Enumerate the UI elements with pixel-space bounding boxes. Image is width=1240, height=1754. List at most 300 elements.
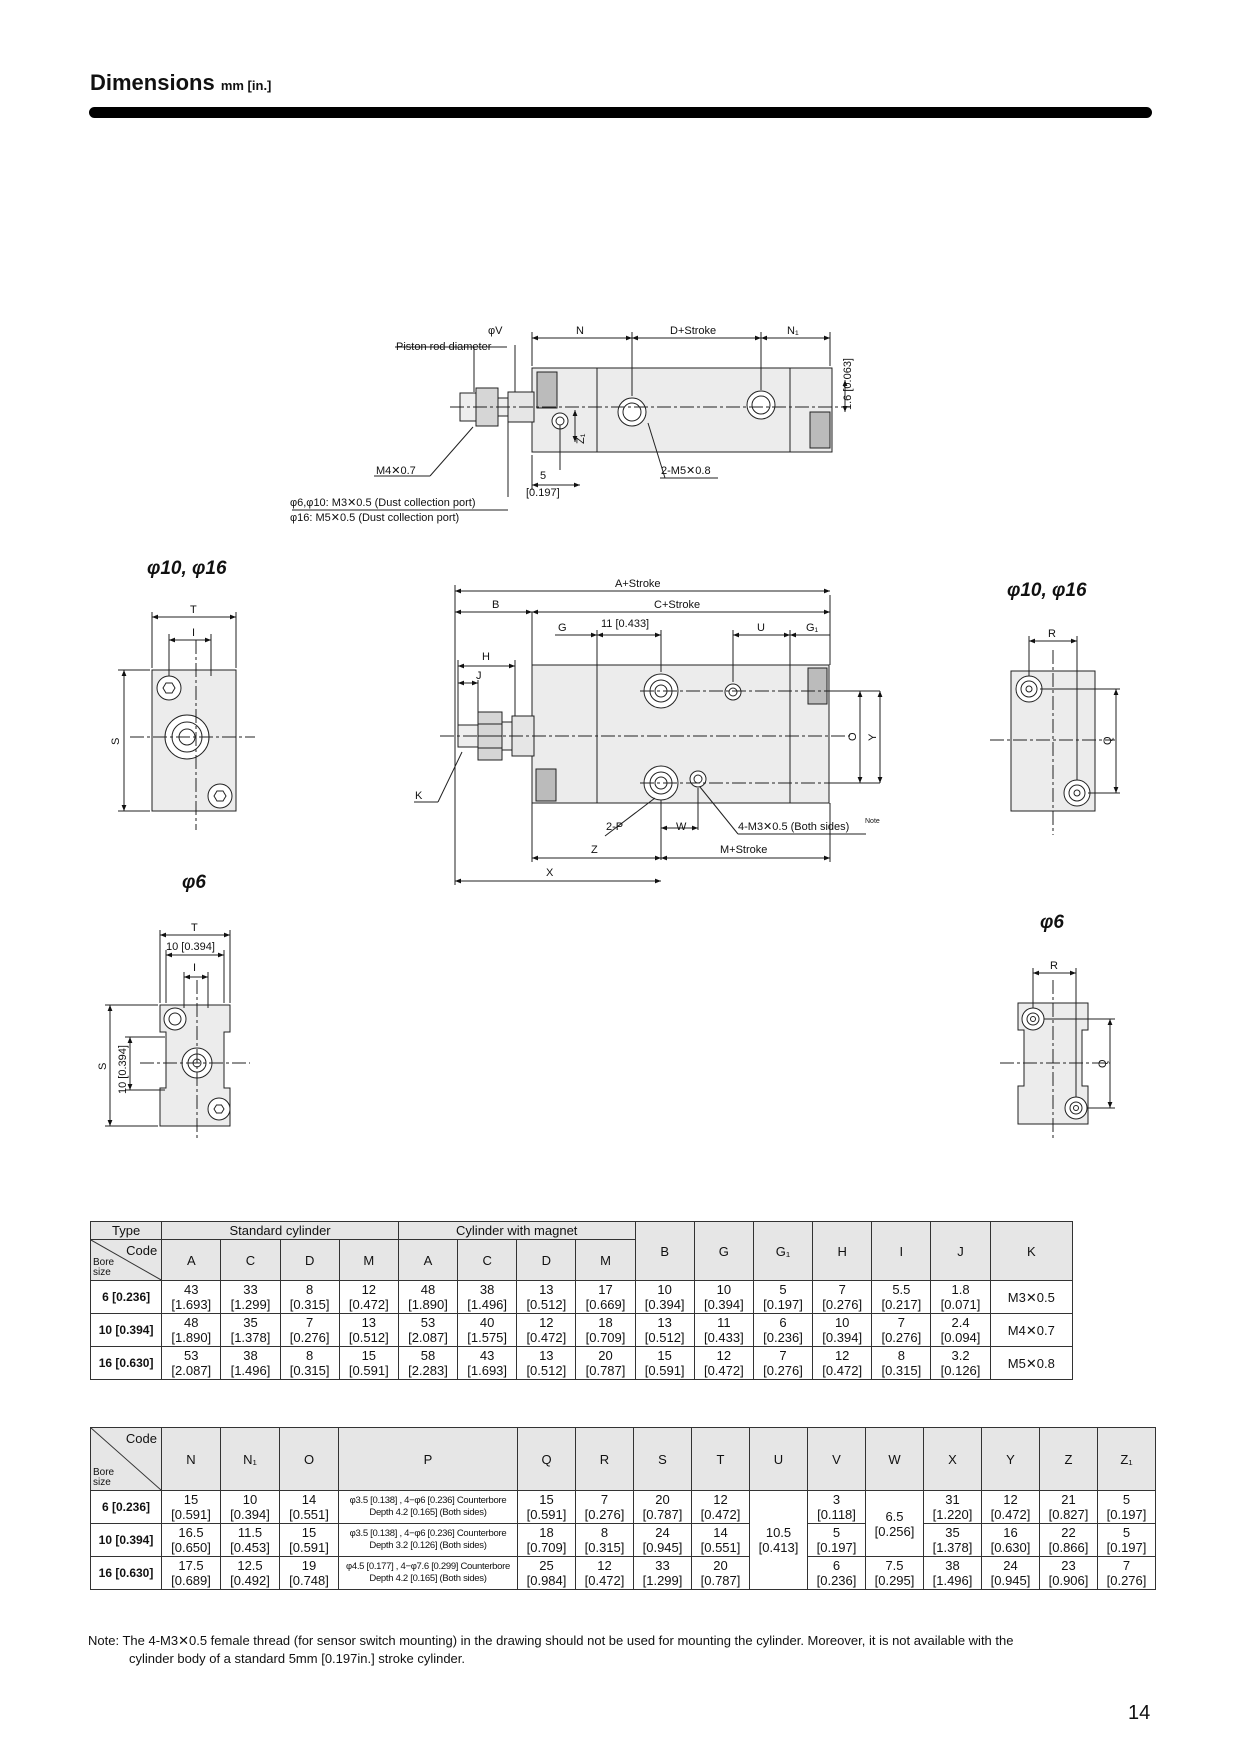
- view-title-right-6: φ6: [1040, 912, 1064, 933]
- cell-std-c-mm: 35: [243, 1315, 258, 1330]
- view-title-left-10-16: φ10, φ16: [147, 558, 227, 579]
- cell-r-in: [0.276]: [584, 1507, 625, 1522]
- cell-std-a: [162, 1281, 221, 1314]
- cell-n1: [221, 1524, 280, 1557]
- cell-g-mm: 11: [717, 1315, 731, 1330]
- cell-t: [692, 1524, 750, 1557]
- cell-mag-a: [398, 1347, 457, 1380]
- cell-h-in: [0.276]: [822, 1297, 863, 1312]
- header-std-a: A: [162, 1240, 221, 1281]
- label-5: 5: [540, 470, 547, 482]
- cell-mag-d: [517, 1281, 576, 1314]
- cell-n-in: [0.591]: [171, 1507, 211, 1522]
- header-u: U: [750, 1428, 808, 1491]
- cell-mag-a-in: [1.890]: [408, 1297, 448, 1312]
- cell-s-in: [1.299]: [642, 1573, 683, 1588]
- header-mag-m: M: [576, 1240, 635, 1281]
- footnote-line-1: Note: The 4-M3✕0.5 female thread (for sensor switch mounting) in the drawing should not be used for mounting the cylinder. Moreover, it is not available with the: [88, 1633, 1014, 1648]
- cell-mag-d-in: [0.472]: [526, 1330, 567, 1345]
- cell-n1-in: [0.394]: [230, 1507, 270, 1522]
- label-a-stroke: A+Stroke: [615, 578, 661, 590]
- cell-y: [982, 1557, 1040, 1590]
- cell-w-in: [0.295]: [874, 1573, 915, 1588]
- cell-k: M3✕0.5: [990, 1281, 1072, 1314]
- cell-x: [924, 1557, 982, 1590]
- cell-g1: [753, 1281, 812, 1314]
- cell-std-c: [221, 1314, 280, 1347]
- bore-size: 16 [0.630]: [91, 1347, 162, 1380]
- cell-z: [1040, 1557, 1098, 1590]
- cell-g1-in: [0.276]: [763, 1363, 803, 1378]
- cell-j-mm: 1.8: [951, 1282, 970, 1297]
- cell-g: [694, 1281, 753, 1314]
- cell-r-in: [0.472]: [584, 1573, 625, 1588]
- cell-mag-m: [576, 1347, 635, 1380]
- label-z: Z: [591, 844, 598, 856]
- cell-mag-c-in: [1.496]: [467, 1297, 508, 1312]
- cell-o: [280, 1557, 339, 1590]
- cell-r-mm: 7: [600, 1492, 609, 1507]
- cell-s: [634, 1524, 692, 1557]
- cell-mag-c-in: [1.575]: [467, 1330, 508, 1345]
- cell-mag-d: [517, 1347, 576, 1380]
- cell-i: [872, 1347, 931, 1380]
- cell-p-line-2: Depth 4.2 [0.165] (Both sides): [369, 1507, 487, 1518]
- cell-x-mm: 35: [945, 1525, 960, 1540]
- cell-std-m-in: [0.472]: [348, 1297, 389, 1312]
- cell-std-m-in: [0.591]: [348, 1363, 389, 1378]
- cell-std-a-mm: 53: [184, 1348, 199, 1363]
- header-n1: N₁: [221, 1428, 280, 1491]
- cell-i: [872, 1281, 931, 1314]
- size-label: size: [93, 1267, 111, 1278]
- label-2p: 2-P: [606, 821, 624, 833]
- cell-b-mm: 10: [657, 1282, 672, 1297]
- cell-s-in: [0.945]: [642, 1540, 683, 1555]
- cell-v-in: [0.197]: [816, 1540, 857, 1555]
- cell-i-mm: 8: [897, 1348, 905, 1363]
- header-y: Y: [982, 1428, 1040, 1491]
- cell-v: [808, 1524, 866, 1557]
- cell-std-d-in: [0.315]: [289, 1363, 330, 1378]
- cell-mag-a-in: [2.087]: [408, 1330, 448, 1345]
- cell-g: [694, 1347, 753, 1380]
- cell-w-mm: 6.5: [885, 1508, 904, 1524]
- cell-i-in: [0.276]: [881, 1330, 922, 1345]
- label-m-stroke: M+Stroke: [720, 844, 768, 856]
- cell-g-mm: 12: [716, 1348, 732, 1363]
- dimension-table-2: [90, 1427, 1156, 1590]
- header-i: I: [872, 1222, 931, 1281]
- table-row: [91, 1524, 1156, 1557]
- cell-g1-mm: 7: [779, 1348, 787, 1363]
- cell-o-in: [0.591]: [289, 1540, 329, 1555]
- label-m3: 4-M3✕0.5 (Both sides): [738, 821, 850, 833]
- cell-v-mm: 5: [832, 1525, 841, 1540]
- cell-y-mm: 24: [1003, 1558, 1018, 1573]
- cell-g1-mm: 5: [779, 1282, 787, 1297]
- cell-z1-in: [0.276]: [1106, 1573, 1147, 1588]
- cell-v-mm: 3: [832, 1492, 841, 1507]
- cell-mag-d-in: [0.512]: [526, 1297, 567, 1312]
- label-b: B: [492, 599, 500, 611]
- header-mag-a: A: [398, 1240, 457, 1281]
- dimension-table-1: [90, 1221, 1073, 1380]
- cell-std-a-in: [1.890]: [171, 1330, 212, 1345]
- label-piston-rod: Piston rod diameter: [396, 341, 492, 353]
- cell-z-mm: 23: [1061, 1558, 1076, 1573]
- cell-g1-in: [0.236]: [763, 1330, 803, 1345]
- cell-y-mm: 12: [1003, 1492, 1018, 1507]
- cell-t-mm: 20: [713, 1558, 728, 1573]
- header-x: X: [924, 1428, 982, 1491]
- label-dust-port-1: φ6,φ10: M3✕0.5 (Dust collection port): [290, 497, 476, 509]
- cell-mag-m: [576, 1314, 635, 1347]
- label-h: H: [482, 651, 490, 663]
- cell-y-mm: 16: [1003, 1525, 1018, 1540]
- cell-p-line-1: φ3.5 [0.138] , 4−φ6 [0.236] Counterbore: [349, 1495, 507, 1506]
- label-s-6: S: [97, 1062, 109, 1070]
- cell-mag-d: [517, 1314, 576, 1347]
- cell-x-mm: 31: [945, 1492, 960, 1507]
- cell-j-mm: 3.2: [951, 1348, 970, 1363]
- cell-g-mm: 10: [716, 1282, 732, 1297]
- cell-g1: [753, 1347, 812, 1380]
- cell-std-d-mm: 7: [306, 1315, 314, 1330]
- cell-s-in: [0.787]: [642, 1507, 683, 1522]
- cell-std-m-mm: 12: [361, 1282, 377, 1297]
- cell-n-in: [0.689]: [171, 1573, 211, 1588]
- header-b: B: [635, 1222, 694, 1281]
- cell-q-in: [0.591]: [526, 1507, 567, 1522]
- cell-z1: [1098, 1491, 1156, 1524]
- cell-mag-c-mm: 38: [479, 1282, 495, 1297]
- cell-g1-mm: 6: [779, 1315, 787, 1330]
- cell-b-mm: 15: [657, 1348, 672, 1363]
- cell-mag-m-mm: 17: [598, 1282, 613, 1297]
- bore-label-2: Bore: [93, 1467, 115, 1478]
- cell-std-d: [280, 1347, 339, 1380]
- cell-h-mm: 10: [834, 1315, 850, 1330]
- cell-g1: [753, 1314, 812, 1347]
- label-n1: N₁: [787, 325, 799, 337]
- header-std-c: C: [221, 1240, 280, 1281]
- cell-v-in: [0.236]: [816, 1573, 857, 1588]
- header-z1: Z₁: [1098, 1428, 1156, 1491]
- cell-x-in: [1.496]: [932, 1573, 973, 1588]
- end-view-right-6: [1000, 968, 1115, 1140]
- cell-n-mm: 16.5: [178, 1525, 204, 1540]
- cell-p: [339, 1524, 518, 1557]
- cell-p-line-2: Depth 3.2 [0.126] (Both sides): [369, 1540, 487, 1551]
- cell-n-mm: 15: [183, 1492, 199, 1507]
- cell-std-m-mm: 13: [361, 1315, 377, 1330]
- header-q: Q: [518, 1428, 576, 1491]
- label-y: Y: [867, 733, 879, 741]
- cell-u: [750, 1491, 808, 1590]
- end-view-right-10-16: [990, 636, 1120, 835]
- header-h: H: [813, 1222, 872, 1281]
- cell-std-c: [221, 1347, 280, 1380]
- bore-size: 10 [0.394]: [91, 1314, 162, 1347]
- cell-mag-a-mm: 48: [420, 1282, 436, 1297]
- cell-u-mm: 10.5: [765, 1525, 792, 1540]
- header-g: G: [694, 1222, 753, 1281]
- cell-q: [518, 1491, 576, 1524]
- cell-r: [576, 1524, 634, 1557]
- cell-s: [634, 1557, 692, 1590]
- label-u: U: [757, 622, 765, 634]
- label-g1: G₁: [806, 622, 819, 634]
- cell-b: [635, 1314, 694, 1347]
- cell-b-in: [0.512]: [644, 1330, 685, 1345]
- label-5-in: [0.197]: [526, 487, 560, 499]
- cell-z: [1040, 1491, 1098, 1524]
- cell-t-mm: 14: [713, 1525, 728, 1540]
- cell-b-in: [0.394]: [644, 1297, 685, 1312]
- cell-v: [808, 1491, 866, 1524]
- cell-std-a-in: [2.087]: [171, 1363, 212, 1378]
- bore-size: 10 [0.394]: [91, 1524, 162, 1557]
- bore-size: 6 [0.236]: [91, 1491, 162, 1524]
- cell-j: [931, 1281, 990, 1314]
- cell-mag-c-mm: 40: [479, 1315, 495, 1330]
- cell-b-in: [0.591]: [644, 1363, 685, 1378]
- cell-n: [162, 1491, 221, 1524]
- cell-mag-a: [398, 1281, 457, 1314]
- label-z1: Z₁: [575, 433, 587, 444]
- cell-mag-d-in: [0.512]: [526, 1363, 567, 1378]
- cell-i-mm: 7: [897, 1315, 905, 1330]
- label-11: 11 [0.433]: [601, 618, 650, 630]
- cell-std-m: [339, 1314, 398, 1347]
- label-n: N: [576, 325, 584, 337]
- cell-r: [576, 1557, 634, 1590]
- label-j: J: [476, 670, 482, 682]
- cell-h: [813, 1281, 872, 1314]
- cell-std-d-in: [0.276]: [289, 1330, 330, 1345]
- label-r-6: R: [1050, 960, 1058, 972]
- header-std-m: M: [339, 1240, 398, 1281]
- cell-t: [692, 1557, 750, 1590]
- cell-z-mm: 22: [1061, 1525, 1076, 1540]
- cell-r-in: [0.315]: [584, 1540, 625, 1555]
- label-w: W: [676, 821, 687, 833]
- label-i: I: [192, 627, 196, 639]
- header-o: O: [280, 1428, 339, 1491]
- cell-mag-m-in: [0.787]: [585, 1363, 626, 1378]
- cell-n1-mm: 10: [242, 1492, 258, 1507]
- cell-s-mm: 33: [655, 1558, 670, 1573]
- cell-i-mm: 5.5: [892, 1282, 911, 1297]
- page-number: 14: [1128, 1702, 1151, 1724]
- cell-p: [339, 1557, 518, 1590]
- header-standard: Standard cylinder: [162, 1222, 399, 1240]
- label-q: Q: [1102, 736, 1114, 745]
- header-p: P: [339, 1428, 518, 1491]
- cell-p-line-2: Depth 4.2 [0.165] (Both sides): [369, 1573, 487, 1584]
- cell-p-line-1: φ4.5 [0.177] , 4−φ7.6 [0.299] Counterbore: [345, 1561, 511, 1572]
- cell-q-mm: 15: [539, 1492, 554, 1507]
- cell-mag-m-mm: 18: [598, 1315, 613, 1330]
- cell-s-mm: 24: [655, 1525, 670, 1540]
- cell-std-a: [162, 1314, 221, 1347]
- cell-q: [518, 1557, 576, 1590]
- cell-h-mm: 7: [838, 1282, 846, 1297]
- cell-o: [280, 1524, 339, 1557]
- label-phi-v: φV: [488, 325, 503, 337]
- cell-mag-d-mm: 12: [539, 1315, 554, 1330]
- cell-std-c-mm: 33: [243, 1282, 258, 1297]
- cell-q-in: [0.984]: [526, 1573, 567, 1588]
- label-r: R: [1048, 628, 1056, 640]
- cell-x: [924, 1491, 982, 1524]
- top-view: [292, 332, 850, 510]
- cell-y-in: [0.472]: [990, 1507, 1031, 1522]
- cell-z: [1040, 1524, 1098, 1557]
- cell-g-in: [0.394]: [703, 1297, 744, 1312]
- cell-mag-m: [576, 1281, 635, 1314]
- cell-mag-a-mm: 53: [420, 1315, 436, 1330]
- cell-z1-mm: 5: [1122, 1525, 1131, 1540]
- cell-std-c-mm: 38: [243, 1348, 258, 1363]
- cell-x-in: [1.220]: [932, 1507, 973, 1522]
- cell-n-in: [0.650]: [171, 1540, 211, 1555]
- label-s: S: [110, 737, 122, 745]
- label-x: X: [546, 867, 554, 879]
- cell-i-in: [0.217]: [881, 1297, 922, 1312]
- header-r: R: [576, 1428, 634, 1491]
- view-title-left-6: φ6: [182, 872, 206, 893]
- label-o: O: [847, 732, 859, 741]
- header-std-d: D: [280, 1240, 339, 1281]
- cell-n1: [221, 1491, 280, 1524]
- cell-n-mm: 17.5: [178, 1558, 204, 1573]
- bore-size: 16 [0.630]: [91, 1557, 162, 1590]
- cell-mag-a-in: [2.283]: [408, 1363, 448, 1378]
- bore-label: Bore: [93, 1257, 115, 1268]
- code-label-2: Code: [125, 1431, 157, 1446]
- cell-n1-in: [0.453]: [230, 1540, 270, 1555]
- cell-std-a-mm: 43: [184, 1282, 199, 1297]
- cell-h: [813, 1314, 872, 1347]
- cell-b: [635, 1347, 694, 1380]
- cell-o-in: [0.748]: [289, 1573, 329, 1588]
- cell-w: [866, 1557, 924, 1590]
- cell-q-in: [0.709]: [526, 1540, 567, 1555]
- header-mag-c: C: [458, 1240, 517, 1281]
- cell-std-c-in: [1.496]: [230, 1363, 271, 1378]
- cell-g: [694, 1314, 753, 1347]
- header-w: W: [866, 1428, 924, 1491]
- cell-s: [634, 1491, 692, 1524]
- cell-r: [576, 1491, 634, 1524]
- cell-mag-a: [398, 1314, 457, 1347]
- cell-z-mm: 21: [1061, 1492, 1076, 1507]
- cell-x-mm: 38: [945, 1558, 960, 1573]
- cell-w-mm: 7.5: [885, 1558, 904, 1573]
- label-m4: M4✕0.7: [376, 465, 416, 477]
- cell-t-in: [0.472]: [700, 1507, 741, 1522]
- cell-z1-in: [0.197]: [1106, 1540, 1147, 1555]
- bore-size: 6 [0.236]: [91, 1281, 162, 1314]
- cell-n1-mm: 11.5: [237, 1525, 263, 1540]
- header-k: K: [990, 1222, 1072, 1281]
- cell-z1: [1098, 1557, 1156, 1590]
- cell-std-c-in: [1.299]: [230, 1297, 271, 1312]
- cell-std-c: [221, 1281, 280, 1314]
- cell-mag-d-mm: 13: [539, 1348, 554, 1363]
- cell-z-in: [0.866]: [1048, 1540, 1089, 1555]
- cell-n1-mm: 12.5: [237, 1558, 263, 1573]
- table-row: [91, 1314, 1073, 1347]
- cell-t-in: [0.787]: [700, 1573, 741, 1588]
- cell-y-in: [0.630]: [990, 1540, 1031, 1555]
- cell-mag-m-mm: 20: [598, 1348, 613, 1363]
- size-label-2: size: [93, 1477, 111, 1488]
- cell-h-in: [0.472]: [822, 1363, 863, 1378]
- cell-v-in: [0.118]: [817, 1507, 856, 1522]
- title-unit: mm [in.]: [220, 78, 272, 93]
- cell-z1: [1098, 1524, 1156, 1557]
- cell-u-in: [0.413]: [758, 1540, 799, 1555]
- cell-std-d-mm: 8: [306, 1282, 314, 1297]
- cell-n: [162, 1524, 221, 1557]
- label-i-6: I: [193, 962, 197, 974]
- cell-w-in: [0.256]: [874, 1523, 915, 1539]
- code-label: Code: [126, 1243, 158, 1258]
- cell-std-d-mm: 8: [306, 1348, 314, 1363]
- cell-h: [813, 1347, 872, 1380]
- cell-z-in: [0.906]: [1048, 1573, 1089, 1588]
- label-q-6: Q: [1097, 1059, 1109, 1068]
- cell-j-mm: 2.4: [951, 1315, 970, 1330]
- cell-h-mm: 12: [834, 1348, 850, 1363]
- header-g1: G₁: [753, 1222, 812, 1281]
- title-text: Dimensions: [90, 70, 215, 95]
- footnote-line-2: cylinder body of a standard 5mm [0.197in.] stroke cylinder.: [129, 1651, 466, 1666]
- cell-h-in: [0.394]: [822, 1330, 863, 1345]
- cell-o: [280, 1491, 339, 1524]
- cell-mag-c: [458, 1314, 517, 1347]
- cell-g-in: [0.433]: [703, 1330, 744, 1345]
- header-n: N: [162, 1428, 221, 1491]
- cell-y: [982, 1524, 1040, 1557]
- cell-mag-m-in: [0.709]: [585, 1330, 626, 1345]
- cell-j-in: [0.071]: [940, 1297, 981, 1312]
- cell-j: [931, 1347, 990, 1380]
- cell-mag-c: [458, 1281, 517, 1314]
- label-t-6: T: [191, 922, 198, 934]
- cell-j: [931, 1314, 990, 1347]
- cell-g1-in: [0.197]: [763, 1297, 803, 1312]
- cell-y-in: [0.945]: [990, 1573, 1031, 1588]
- label-1-6: 1.6 [0.063]: [842, 358, 854, 410]
- label-10-6: 10 [0.394]: [166, 941, 215, 953]
- code-bore-cell: [91, 1240, 162, 1281]
- cell-y: [982, 1491, 1040, 1524]
- cell-z1-mm: 7: [1122, 1558, 1131, 1573]
- header-mag-d: D: [517, 1240, 576, 1281]
- cell-n1: [221, 1557, 280, 1590]
- cell-p: [339, 1491, 518, 1524]
- cell-b-mm: 13: [657, 1315, 672, 1330]
- cell-std-m-in: [0.512]: [348, 1330, 389, 1345]
- label-d-stroke: D+Stroke: [670, 325, 717, 337]
- cell-k: M4✕0.7: [990, 1314, 1072, 1347]
- cell-g-in: [0.472]: [703, 1363, 744, 1378]
- table-row: [91, 1281, 1073, 1314]
